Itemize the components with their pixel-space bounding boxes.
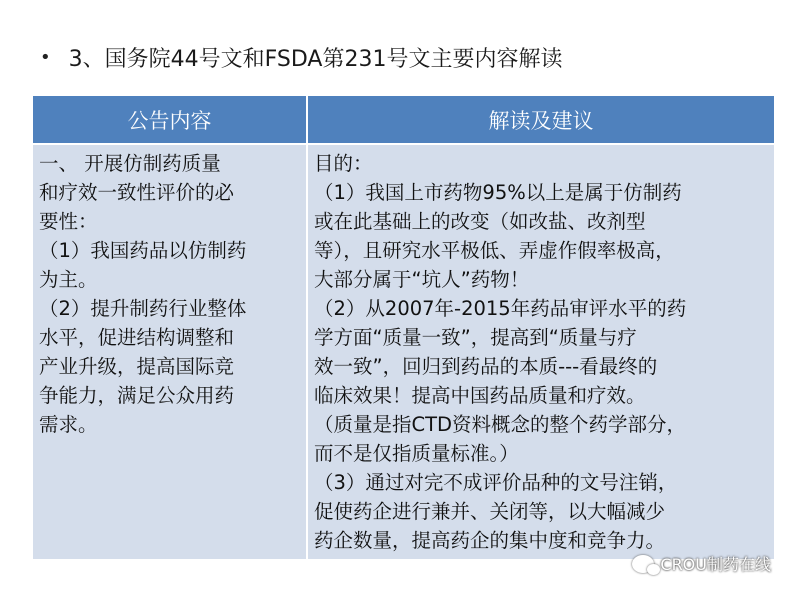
left-line: （2）提升制药行业整体 (39, 297, 247, 320)
left-line: 为主。 (39, 268, 98, 291)
watermark-text: CROU制药在线 (660, 555, 771, 574)
bullet-icon: • (40, 47, 51, 68)
right-line: 学方面“质量一致”，提高到“质量与疗 (314, 326, 637, 349)
left-line: 水平，促进结构调整和 (39, 326, 235, 349)
header-row (32, 95, 775, 144)
right-line: 大部分属于“坑人”药物！ (314, 268, 530, 291)
left-line: 要性： (39, 210, 98, 233)
right-line: 药企数量，提高药企的集中度和竞争力。 (314, 529, 666, 552)
right-line: 目的： (314, 152, 373, 175)
header-announcement-content: 公告内容 (32, 95, 307, 144)
right-line: 或在此基础上的改变（如改盐、改剂型 (314, 210, 646, 233)
watermark (632, 552, 771, 575)
left-cell (32, 144, 307, 560)
header-interpretation-advice: 解读及建议 (307, 95, 775, 144)
right-line: 而不是仅指质量标准。） (314, 442, 519, 465)
content-table (32, 95, 775, 560)
slide-title: 3、国务院44号文和FSDA第231号文主要内容解读 (68, 47, 563, 72)
right-line: 效一致”，回归到药品的本质---看最终的 (314, 355, 658, 378)
table-row (32, 144, 775, 560)
right-line: 促使药企进行兼并、关闭等，以大幅减少 (314, 500, 666, 523)
right-line: 等），且研究水平极低、弄虚作假率极高， (314, 239, 675, 262)
left-line: 需求。 (39, 413, 98, 436)
right-line: （2）从2007年-2015年药品审评水平的药 (314, 297, 687, 320)
right-cell (307, 144, 775, 560)
left-line: 和疗效一致性评价的必 (39, 181, 235, 204)
right-line: （1）我国上市药物95%以上是属于仿制药 (314, 181, 682, 204)
right-line: （3）通过对完不成评价品种的文号注销， (314, 471, 678, 494)
left-line: （1）我国药品以仿制药 (39, 239, 247, 262)
left-line: 产业升级，提高国际竞 (39, 355, 235, 378)
slide-title-row (40, 42, 562, 73)
left-line: 一、 开展仿制药质量 (39, 152, 221, 175)
right-line: 临床效果！提高中国药品质量和疗效。 (314, 384, 646, 407)
wechat-icon (632, 555, 654, 573)
left-line: 争能力，满足公众用药 (39, 384, 235, 407)
right-line: （质量是指CTD资料概念的整个药学部分， (314, 413, 687, 436)
